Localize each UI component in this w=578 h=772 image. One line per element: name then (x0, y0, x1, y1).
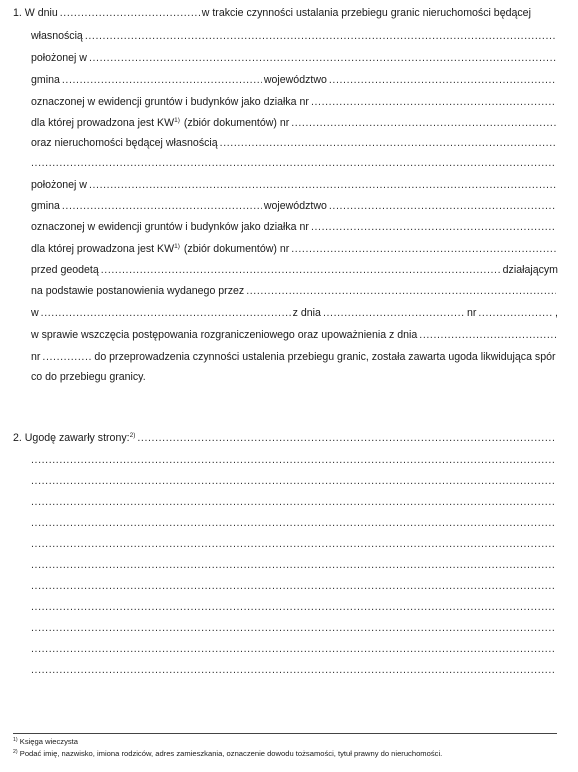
decision-field[interactable] (246, 285, 556, 298)
row-parties-2 (31, 475, 558, 488)
voivodeship-2-field[interactable] (329, 200, 556, 213)
row-parties-3 (31, 496, 558, 509)
label-on-date: z dnia (292, 307, 321, 319)
row-owner-2 (31, 137, 558, 150)
parties-line[interactable] (31, 454, 556, 467)
parties-line[interactable] (31, 559, 556, 572)
label-kw-2: dla której prowadzona jest KW$^{1)}$ (31, 243, 180, 255)
label-settlement: do przeprowadzenia czynności ustalenia przebiegu granic, została zawarta ugoda likwidująca spór (94, 351, 556, 363)
label-location-1: położonej w (31, 52, 87, 64)
location-1-field[interactable] (89, 52, 556, 65)
row-date (13, 7, 558, 20)
parties-line[interactable] (31, 643, 556, 656)
row-kw-1 (31, 117, 558, 130)
label-no: nr (466, 307, 477, 319)
label-kw-2b: (zbiór dokumentów) nr (183, 243, 290, 255)
label-no-2: nr (31, 351, 41, 363)
location-2-field[interactable] (89, 179, 556, 192)
label-comma: , (555, 307, 558, 319)
parties-line[interactable] (31, 580, 556, 593)
footnote-1: $^{1)}$ Księga wieczysta (13, 737, 78, 746)
row-gmina-1 (31, 74, 558, 87)
voivodeship-1-field[interactable] (329, 74, 556, 87)
footnote-2: $^{2)}$ Podać imię, nazwisko, imiona rodziców, adres zamieszkania, oznaczenie dowodu tożsamości, tytuł prawny do nieruchomości. (13, 749, 443, 758)
label-date: 1. W dniu (13, 7, 58, 19)
row-surveyor (31, 264, 558, 277)
label-gmina-1: gmina (31, 74, 60, 86)
footnote-divider (13, 733, 557, 734)
row-kw-2 (31, 243, 558, 256)
gmina-1-field[interactable] (62, 74, 262, 87)
label-location-2: położonej w (31, 179, 87, 191)
row-decision (31, 285, 558, 298)
proceedings-date-field[interactable] (419, 329, 556, 342)
label-gmina-2: gmina (31, 200, 60, 212)
blank-1-field[interactable] (31, 157, 556, 170)
row-owner-1 (31, 30, 558, 43)
label-in: w (31, 307, 39, 319)
label-text-1: w trakcie czynności ustalania przebiegu granic nieruchomości będącej (201, 7, 531, 19)
parties-line[interactable] (31, 622, 556, 635)
label-parcel-1: oznaczonej w ewidencji gruntów i budynków jako działka nr (31, 96, 309, 108)
parcel-2-field[interactable] (311, 221, 556, 234)
row-location-1 (31, 52, 558, 65)
row-parties-5 (31, 538, 558, 551)
row-parties-9 (31, 622, 558, 635)
row-parcel-2 (31, 221, 558, 234)
row-boundary (31, 371, 558, 384)
parties-line[interactable] (31, 601, 556, 614)
row-parties-8 (31, 601, 558, 614)
label-voivodeship-2: województwo (263, 200, 327, 212)
row-parties-4 (31, 517, 558, 530)
row-gmina-2 (31, 200, 558, 213)
owner-1-field[interactable] (85, 30, 556, 43)
row-parties-11 (31, 664, 558, 677)
parties-line[interactable] (31, 538, 556, 551)
parties-line[interactable] (31, 475, 556, 488)
row-parties-7 (31, 580, 558, 593)
label-decision: na podstawie postanowienia wydanego przez (31, 285, 245, 297)
label-parties: 2. Ugodę zawarły strony:$^{2)}$ (13, 432, 136, 444)
gmina-2-field[interactable] (62, 200, 262, 213)
row-parties (13, 432, 558, 445)
label-owner-1: własnością (31, 30, 83, 42)
date-field[interactable] (60, 7, 200, 20)
number-1-field[interactable] (478, 307, 553, 320)
owner-2-field[interactable] (220, 137, 556, 150)
parties-line[interactable] (31, 496, 556, 509)
label-kw-1: dla której prowadzona jest KW$^{1)}$ (31, 117, 180, 129)
row-place-date-no (31, 307, 558, 320)
parties-field[interactable] (137, 432, 556, 445)
label-owner-2: oraz nieruchomości będącej własnością (31, 137, 218, 149)
label-acting: działającym (502, 264, 558, 276)
row-location-2 (31, 179, 558, 192)
label-voivodeship-1: województwo (263, 74, 327, 86)
row-proceedings (31, 329, 558, 342)
place-field[interactable] (41, 307, 291, 320)
label-boundary: co do przebiegu granicy. (31, 371, 146, 383)
row-parties-1 (31, 454, 558, 467)
row-parcel-1 (31, 96, 558, 109)
label-kw-1b: (zbiór dokumentów) nr (183, 117, 290, 129)
parties-line[interactable] (31, 517, 556, 530)
row-parties-10 (31, 643, 558, 656)
date-2-field[interactable] (323, 307, 465, 320)
row-blank-1 (31, 157, 558, 170)
row-parties-6 (31, 559, 558, 572)
surveyor-field[interactable] (101, 264, 501, 277)
parcel-1-field[interactable] (311, 96, 556, 109)
label-surveyor: przed geodetą (31, 264, 99, 276)
label-proceedings: w sprawie wszczęcia postępowania rozgraniczeniowego oraz upoważnienia z dnia (31, 329, 418, 341)
kw-1-field[interactable] (291, 117, 556, 130)
label-parcel-2: oznaczonej w ewidencji gruntów i budynków jako działka nr (31, 221, 309, 233)
kw-2-field[interactable] (291, 243, 556, 256)
number-2-field[interactable] (42, 351, 92, 364)
row-settlement (31, 351, 558, 364)
parties-line[interactable] (31, 664, 556, 677)
